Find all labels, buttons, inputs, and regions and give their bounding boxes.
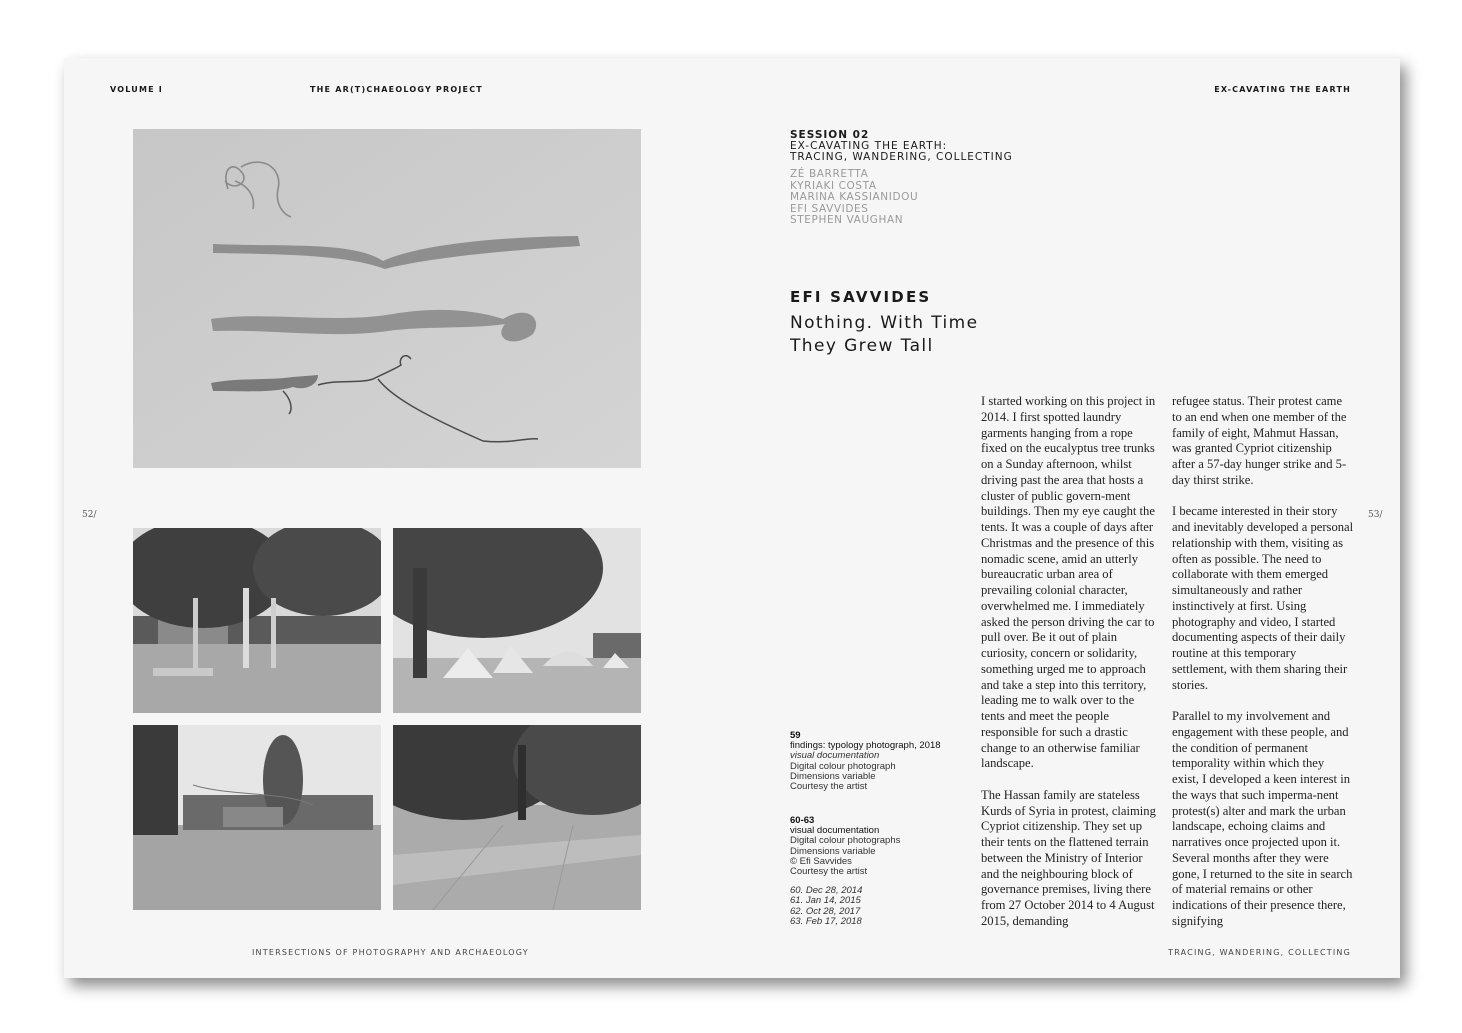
- session-author: KYRIAKI COSTA: [790, 179, 877, 192]
- caption-date: 61. Jan 14, 2015: [790, 895, 861, 907]
- session-label: SESSION 02: [790, 129, 870, 141]
- site-photo-60: [133, 528, 381, 713]
- caption-subtitle: visual documentation: [790, 750, 880, 762]
- article-title: [790, 312, 978, 358]
- caption-date: 62. Oct 28, 2017: [790, 905, 861, 917]
- caption-credit: Courtesy the artist: [790, 866, 868, 878]
- site-photo-61: [393, 528, 641, 713]
- book-spread: [64, 58, 1400, 978]
- site-photo-62: [133, 725, 381, 910]
- caption-59: [790, 731, 970, 792]
- body-paragraph: Parallel to my involvement and engagement with these people, and the condition of permanent temporality within which they exist, I developed a keen interest in the ways that such imperma-nent protest(s) alter and mark the urban landscape, echoing claims and narratives once projected upon it. Several months after they were gone, I returned to the site in search of material remains or other indications of their presence there, signifying: [1172, 709, 1353, 928]
- page-number-right: 53/: [1368, 510, 1383, 520]
- caption-number: 59: [790, 730, 801, 741]
- caption-dimensions: Dimensions variable: [790, 845, 876, 857]
- body-paragraph: I started working on this project in 2014. I first spotted laundry garments hanging from a rope fixed on the eucalyptus tree trunks on a Sunday afternoon, whilst driving past the area that hosts a cluster of public govern-ment buildings. Then my eye caught the tents. It was a couple of days after Christmas and the presence of this nomadic scene, amid an utterly bureaucratic urban area of prevailing colonial character, overwhelmed me. I immediately asked the person driving the car to pull over. Be it out of plain curiosity, concern or solidarity, something urged me to approach and take a step into this territory, leading me to walk over to the tents and meet the people responsible for such a drastic change to an otherwise familiar landscape.: [981, 394, 1156, 771]
- caption-credit: Courtesy the artist: [790, 781, 868, 793]
- footer-right: TRACING, WANDERING, COLLECTING: [1168, 948, 1351, 957]
- footer-left: INTERSECTIONS OF PHOTOGRAPHY AND ARCHAEOLOGY: [252, 948, 529, 957]
- session-author: MARINA KASSIANIDOU: [790, 191, 919, 203]
- header-project: THE AR(T)CHAEOLOGY PROJECT: [310, 85, 483, 94]
- session-block: [790, 130, 1090, 227]
- body-column-2: [1172, 394, 1354, 945]
- session-author: EFI SAVVIDES: [790, 202, 869, 215]
- page-number-left: 52/: [82, 510, 97, 520]
- session-title-line2: TRACING, WANDERING, COLLECTING: [790, 151, 1013, 163]
- artifact-typology-photo: [133, 129, 641, 468]
- header-section: EX-CAVATING THE EARTH: [1214, 85, 1351, 94]
- site-photo-63: [393, 725, 641, 910]
- caption-number: 60-63: [790, 815, 815, 826]
- caption-copyright: © Efi Savvides: [790, 855, 852, 867]
- session-author: STEPHEN VAUGHAN: [790, 214, 904, 226]
- body-column-1: [981, 394, 1161, 945]
- caption-medium: Digital colour photographs: [790, 835, 901, 847]
- artist-name: EFI SAVVIDES: [790, 288, 932, 306]
- body-paragraph: refugee status. Their protest came to an end when one member of the family of eight, Mahmut Hassan, was granted Cypriot citizenship after a 57-day hunger strike and 5-day thirst strike.: [1172, 394, 1347, 487]
- caption-date: 63. Feb 17, 2018: [790, 915, 862, 927]
- caption-date: 60. Dec 28, 2014: [790, 885, 863, 897]
- caption-dimensions: Dimensions variable: [790, 770, 876, 782]
- caption-medium: Digital colour photograph: [790, 760, 896, 772]
- session-author: ZÉ BARRETTA: [790, 168, 869, 180]
- session-title-line1: EX-CAVATING THE EARTH:: [790, 140, 948, 152]
- header-volume: VOLUME I: [110, 85, 163, 94]
- caption-title: visual documentation: [790, 825, 880, 837]
- article-title-line1: Nothing. With Time: [790, 313, 979, 333]
- caption-title: findings: typology photograph, 2018: [790, 740, 941, 752]
- body-paragraph: The Hassan family are stateless Kurds of Syria in protest, claiming Cypriot citizenship. They set up their tents on the flattened terrain between the Ministry of Interior and the neighbouring block of governance premises, living there from 27 October 2014 to 4 August 2015, demanding: [981, 787, 1156, 928]
- body-paragraph: I became interested in their story and inevitably developed a personal relationship with them, visiting as often as possible. The need to collaborate with them emerged simultaneously and rather instinctively at first. Using photography and video, I started documenting aspects of their daily routine at this temporary settlement, with them sharing their stories.: [1172, 504, 1354, 692]
- article-title-line2: They Grew Tall: [790, 336, 934, 356]
- caption-60-63: [790, 816, 970, 927]
